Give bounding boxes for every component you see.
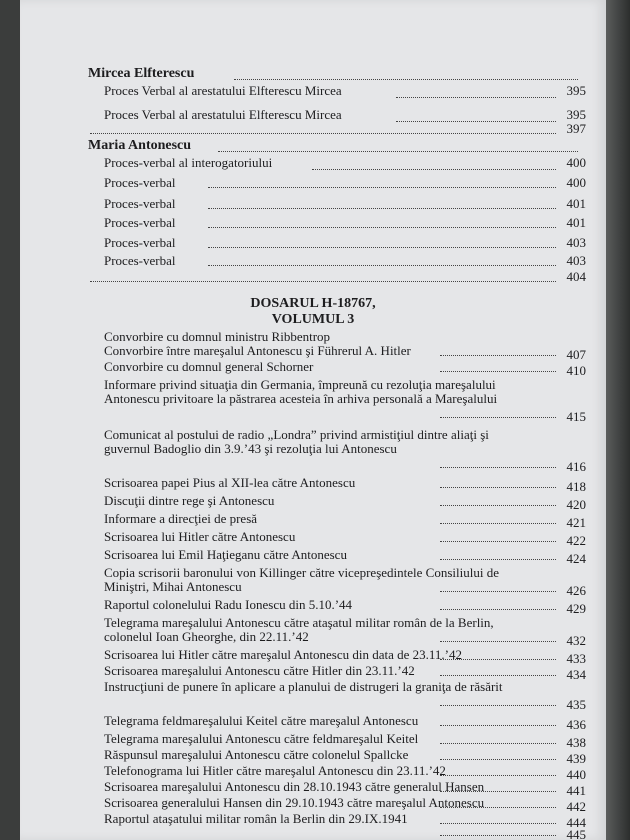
page-number: 432 xyxy=(566,633,586,648)
page-number: 403 xyxy=(566,235,586,250)
page-number: 434 xyxy=(566,667,586,682)
dot-leader xyxy=(396,96,556,98)
entry-title: Proces Verbal al arestatului Elfterescu Mircea xyxy=(104,107,342,122)
dot-leader xyxy=(440,416,556,418)
entry-title: Telegrama feldmareşalului Keitel către mareşalul Antonescu xyxy=(104,713,419,728)
dot-leader xyxy=(208,207,556,209)
page-number: 420 xyxy=(566,497,586,512)
dot-leader xyxy=(440,522,556,524)
entry-title: Scrisoarea lui Hitler către mareşalul Antonescu din data de 23.11.’42 xyxy=(104,647,462,662)
dot-leader xyxy=(440,742,556,744)
page-number: 395 xyxy=(566,83,586,98)
dot-leader xyxy=(440,486,556,488)
page-number: 416 xyxy=(566,459,586,474)
entry-title: Raportul ataşatului militar român la Berlin din 29.IX.1941 xyxy=(104,811,408,826)
dot-leader xyxy=(208,246,556,248)
entry-title: Convorbire cu domnul ministru Ribbentrop xyxy=(104,329,331,344)
entry-title: Proces-verbal xyxy=(104,215,176,230)
page-number: 440 xyxy=(566,767,586,782)
page-number: 426 xyxy=(566,583,586,598)
entry-title: Comunicat al postului de radio „Londra” privind armistiţiul dintre aliaţi şi guvernul Badoglio din 3.9.’43 şi rezoluţia lui Antonescu xyxy=(104,427,489,456)
dot-leader xyxy=(440,834,556,836)
page-number: 436 xyxy=(566,717,586,732)
page-number: 433 xyxy=(566,651,586,666)
dot-leader xyxy=(218,150,578,152)
entry-title: Raportul colonelului Radu Ionescu din 5.10.’44 xyxy=(104,597,353,612)
dot-leader xyxy=(440,806,556,808)
page-number: 438 xyxy=(566,735,586,750)
entry-title: Scrisoarea papei Pius al XII-lea către Antonescu xyxy=(104,475,356,490)
dot-leader xyxy=(208,226,556,228)
person-heading: Maria Antonescu xyxy=(88,138,192,153)
entry-title: Informare privind situaţia din Germania, împreună cu rezoluţia mareşalului Antonescu privitoare la păstrarea acesteia în arhiva personală a Mareşalului xyxy=(104,377,498,406)
page-number: 444 xyxy=(566,815,586,830)
dot-leader xyxy=(440,758,556,760)
dot-leader xyxy=(90,132,556,134)
dot-leader xyxy=(440,790,556,792)
dot-leader xyxy=(440,704,556,706)
dot-leader xyxy=(440,540,556,542)
entry-title: Scrisoarea lui Emil Haţieganu către Antonescu xyxy=(104,547,347,562)
book-page xyxy=(20,0,606,840)
dot-leader xyxy=(440,466,556,468)
page-number: 401 xyxy=(566,196,586,211)
dot-leader xyxy=(440,504,556,506)
dot-leader xyxy=(208,186,556,188)
entry-title: Scrisoarea generalului Hansen din 29.10.1943 către mareşalul Antonescu xyxy=(104,795,485,810)
page-number: 424 xyxy=(566,551,586,566)
entry-title: Copia scrisorii baronului von Killinger către vicepreşedintele Consiliului de Miniştri, Mihai Antonescu xyxy=(104,565,499,594)
person-heading: Mircea Elfterescu xyxy=(88,66,195,81)
page-number: 397 xyxy=(566,121,586,136)
entry-title: Convorbire cu domnul general Schorner xyxy=(104,359,314,374)
page-number: 429 xyxy=(566,601,586,616)
dot-leader xyxy=(440,370,556,372)
page-number: 421 xyxy=(566,515,586,530)
dot-leader xyxy=(440,558,556,560)
entry-title: Telefonograma lui Hitler către mareşalul Antonescu din 23.11.’42 xyxy=(104,763,446,778)
section-title: DOSARUL H-18767, xyxy=(250,296,376,311)
dot-leader xyxy=(396,120,556,122)
dot-leader xyxy=(90,280,556,282)
dot-leader xyxy=(440,658,556,660)
page-edge xyxy=(606,0,630,840)
page-number: 395 xyxy=(566,107,586,122)
entry-title: Telegrama mareşalului Antonescu către feldmareşalul Keitel xyxy=(104,731,419,746)
entry-title: Informare a direcţiei de presă xyxy=(104,511,258,526)
entry-title: Proces-verbal xyxy=(104,196,176,211)
entry-title: Proces Verbal al arestatului Elfterescu Mircea xyxy=(104,83,342,98)
entry-title: Proces-verbal xyxy=(104,175,176,190)
page-number: 439 xyxy=(566,751,586,766)
page-number: 435 xyxy=(566,697,586,712)
entry-title: Scrisoarea lui Hitler către Antonescu xyxy=(104,529,296,544)
dot-leader xyxy=(440,724,556,726)
entry-title: Scrisoarea mareşalului Antonescu către Hitler din 23.11.’42 xyxy=(104,663,415,678)
page-number: 401 xyxy=(566,215,586,230)
entry-title: Convorbire între mareşalul Antonescu şi Führerul A. Hitler xyxy=(104,343,411,358)
dot-leader xyxy=(440,608,556,610)
entry-title: Instrucţiuni de punere în aplicare a planului de distrugeri la graniţa de răsărit xyxy=(104,679,503,694)
entry-title: Răspunsul mareşalului Antonescu către colonelul Spallcke xyxy=(104,747,409,762)
page-number: 407 xyxy=(566,347,586,362)
entry-title: Proces-verbal xyxy=(104,235,176,250)
page-number: 400 xyxy=(566,155,586,170)
page-number: 441 xyxy=(566,783,586,798)
dot-leader xyxy=(440,640,556,642)
page-number: 418 xyxy=(566,479,586,494)
page-number: 442 xyxy=(566,799,586,814)
entry-title: Proces-verbal al interogatoriului xyxy=(104,155,273,170)
dot-leader xyxy=(440,774,556,776)
page-number: 410 xyxy=(566,363,586,378)
page-number: 415 xyxy=(566,409,586,424)
dot-leader xyxy=(234,78,578,80)
entry-title: Proces-verbal xyxy=(104,253,176,268)
dot-leader xyxy=(440,354,556,356)
page-number: 445 xyxy=(566,827,586,840)
page-number: 400 xyxy=(566,175,586,190)
dot-leader xyxy=(208,264,556,266)
page-number: 422 xyxy=(566,533,586,548)
dot-leader xyxy=(440,822,556,824)
dot-leader xyxy=(440,674,556,676)
entry-title: Scrisoarea mareşalului Antonescu din 28.10.1943 către generalul Hansen xyxy=(104,779,485,794)
entry-title: Discuţii dintre rege şi Antonescu xyxy=(104,493,275,508)
dot-leader xyxy=(440,590,556,592)
page-number: 403 xyxy=(566,253,586,268)
dot-leader xyxy=(312,168,556,170)
section-subtitle: VOLUMUL 3 xyxy=(271,312,355,327)
page-number: 404 xyxy=(566,269,586,284)
entry-title: Telegrama mareşalului Antonescu către ataşatul militar român de la Berlin, colonelul Ioan Gheorghe, din 22.11.’42 xyxy=(104,615,494,644)
